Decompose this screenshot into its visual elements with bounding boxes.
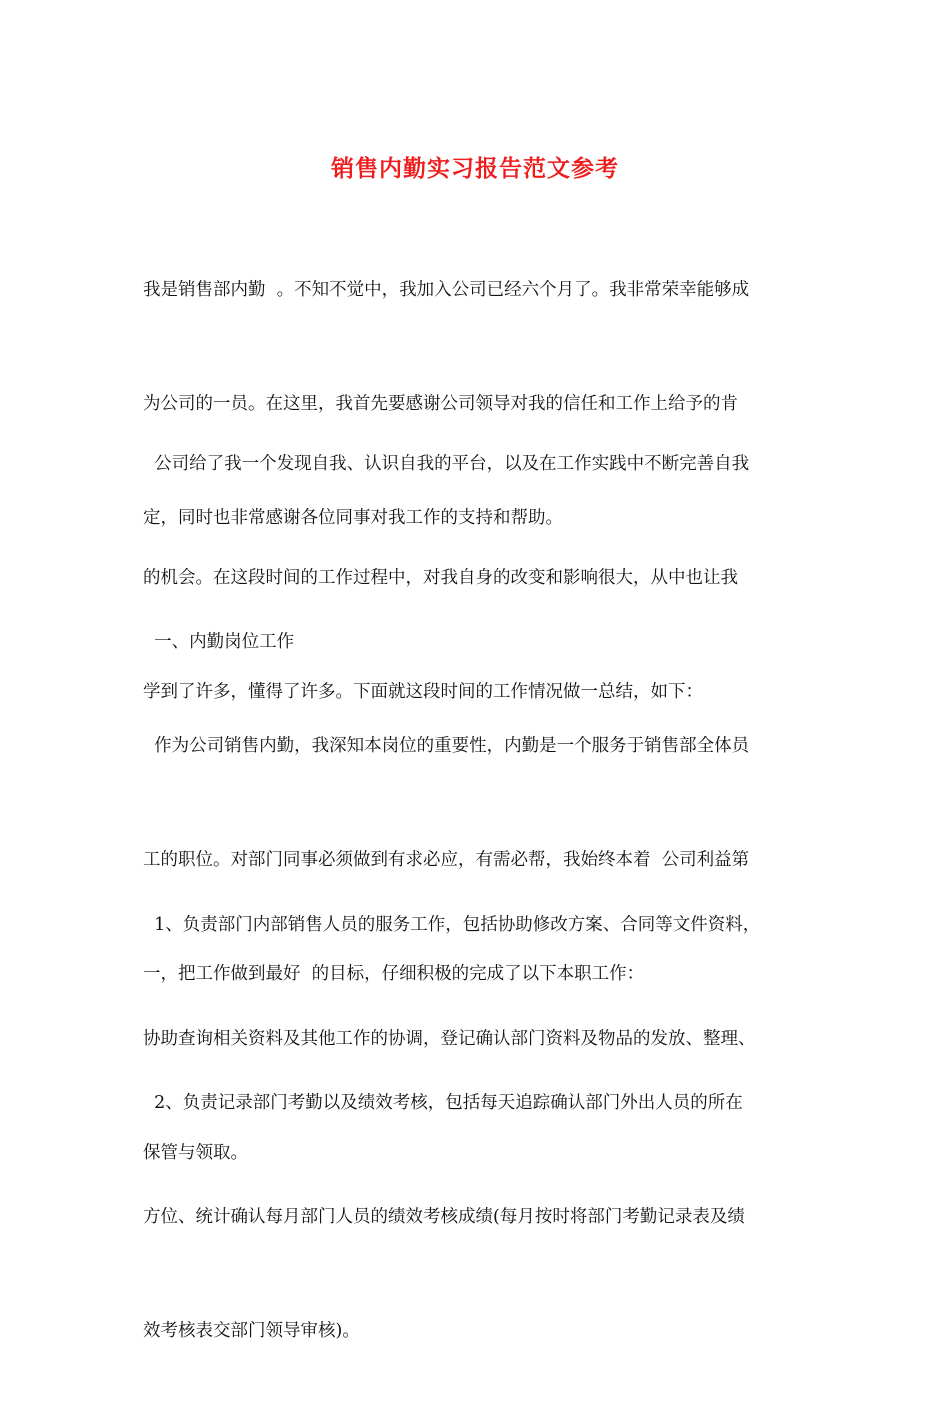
paragraph-line: 我是销售部内勤 。不知不觉中，我加入公司已经六个月了。我非常荣幸能够成 (143, 280, 750, 300)
paragraph-line: 一，把工作做到最好 的目标，仔细积极的完成了以下本职工作： (143, 964, 645, 984)
section-heading-line: 一、内勤岗位工作 (143, 632, 295, 652)
paragraph-line: 1、负责部门内部销售人员的服务工作，包括协助修改方案、合同等文件资料， (143, 915, 761, 935)
paragraph-line: 协助查询相关资料及其他工作的协调，登记确认部门资料及物品的发放、整理、 (143, 1029, 756, 1049)
paragraph-line: 效考核表交部门领导审核)。 (143, 1321, 360, 1341)
document-title: 销售内勤实习报告范文参考 (331, 155, 619, 182)
paragraph-line: 方位、统计确认每月部门人员的绩效考核成绩(每月按时将部门考勤记录表及绩 (143, 1207, 745, 1227)
paragraph-line: 的机会。在这段时间的工作过程中，对我自身的改变和影响很大，从中也让我 (143, 568, 738, 588)
paragraph-line: 保管与领取。 (143, 1143, 248, 1163)
paragraph-line: 学到了许多，懂得了许多。下面就这段时间的工作情况做一总结，如下： (143, 682, 703, 702)
list-item-2 (143, 1008, 813, 1426)
paragraph-line: 工的职位。对部门同事必须做到有求必应，有需必帮，我始终本着 公司利益第 (143, 850, 750, 870)
paragraph-line: 定，同时也非常感谢各位同事对我工作的支持和帮助。 (143, 508, 563, 528)
paragraph-line: 为公司的一员。在这里，我首先要感谢公司领导对我的信任和工作上给予的肯 (143, 394, 738, 414)
paragraph-line: 作为公司销售内勤，我深知本岗位的重要性，内勤是一个服务于销售部全体员 (143, 736, 750, 756)
paragraph-line: 公司给了我一个发现自我、认识自我的平台，以及在工作实践中不断完善自我 (143, 454, 750, 474)
paragraph-line: 2、负责记录部门考勤以及绩效考核，包括每天追踪确认部门外出人员的所在 (143, 1093, 743, 1113)
